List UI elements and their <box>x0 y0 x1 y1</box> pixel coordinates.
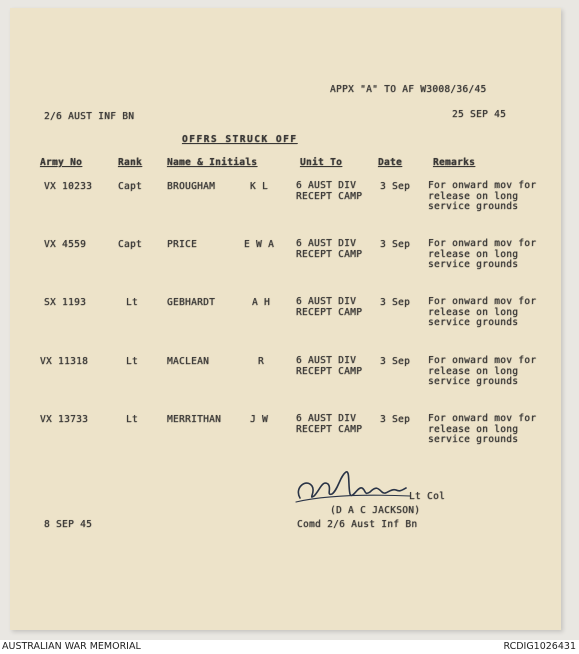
appendix-reference: APPX "A" TO AF W3008/36/45 <box>330 84 487 95</box>
row-initials: R <box>258 356 265 367</box>
row-remarks: For onward mov for release on long service grounds <box>428 413 537 445</box>
signatory-role: Comd 2/6 Aust Inf Bn <box>297 519 418 530</box>
row-remarks: For onward mov for release on long service grounds <box>428 180 537 212</box>
row-date: 3 Sep <box>380 239 411 250</box>
row-date: 3 Sep <box>380 297 411 308</box>
row-initials: E W A <box>244 239 275 250</box>
row-army-no: VX 13733 <box>40 414 89 425</box>
row-army-no: VX 4559 <box>44 239 87 250</box>
row-date: 3 Sep <box>380 414 411 425</box>
archive-name: AUSTRALIAN WAR MEMORIAL <box>2 641 141 652</box>
row-rank: Lt <box>126 414 139 425</box>
row-initials: A H <box>252 297 271 308</box>
row-rank: Capt <box>118 239 143 250</box>
row-name: GEBHARDT <box>167 297 216 308</box>
archive-reference: RCDIG1026431 <box>503 641 576 652</box>
row-name: MACLEAN <box>167 356 210 367</box>
column-remarks: Remarks <box>433 157 476 168</box>
row-initials: K L <box>250 181 269 192</box>
footer-date: 8 SEP 45 <box>44 519 93 530</box>
row-name: BROUGHAM <box>167 181 216 192</box>
row-name: MERRITHAN <box>167 414 222 425</box>
column-unit-to: Unit To <box>300 157 343 168</box>
document-title: OFFRS STRUCK OFF <box>182 134 298 145</box>
row-date: 3 Sep <box>380 356 411 367</box>
row-army-no: SX 1193 <box>44 297 87 308</box>
row-name: PRICE <box>167 239 198 250</box>
row-rank: Lt <box>126 297 139 308</box>
row-unit-to: 6 AUST DIV RECEPT CAMP <box>296 238 363 260</box>
row-date: 3 Sep <box>380 181 411 192</box>
header-date: 25 SEP 45 <box>452 109 507 120</box>
row-remarks: For onward mov for release on long service grounds <box>428 296 537 328</box>
row-unit-to: 6 AUST DIV RECEPT CAMP <box>296 180 363 202</box>
row-remarks: For onward mov for release on long service grounds <box>428 355 537 387</box>
row-army-no: VX 10233 <box>44 181 93 192</box>
row-army-no: VX 11318 <box>40 356 89 367</box>
column-name-initials: Name & Initials <box>167 157 258 168</box>
row-rank: Lt <box>126 356 139 367</box>
row-rank: Capt <box>118 181 143 192</box>
row-remarks: For onward mov for release on long service grounds <box>428 238 537 270</box>
row-unit-to: 6 AUST DIV RECEPT CAMP <box>296 355 363 377</box>
row-unit-to: 6 AUST DIV RECEPT CAMP <box>296 413 363 435</box>
signatory-name: (D A C JACKSON) <box>330 505 421 516</box>
archive-footer <box>0 640 579 654</box>
column-date: Date <box>378 157 403 168</box>
row-initials: J W <box>250 414 269 425</box>
column-rank: Rank <box>118 157 143 168</box>
unit-header: 2/6 AUST INF BN <box>44 111 135 122</box>
row-unit-to: 6 AUST DIV RECEPT CAMP <box>296 296 363 318</box>
signature-rank: Lt Col <box>409 491 446 502</box>
column-army-no: Army No <box>40 157 83 168</box>
